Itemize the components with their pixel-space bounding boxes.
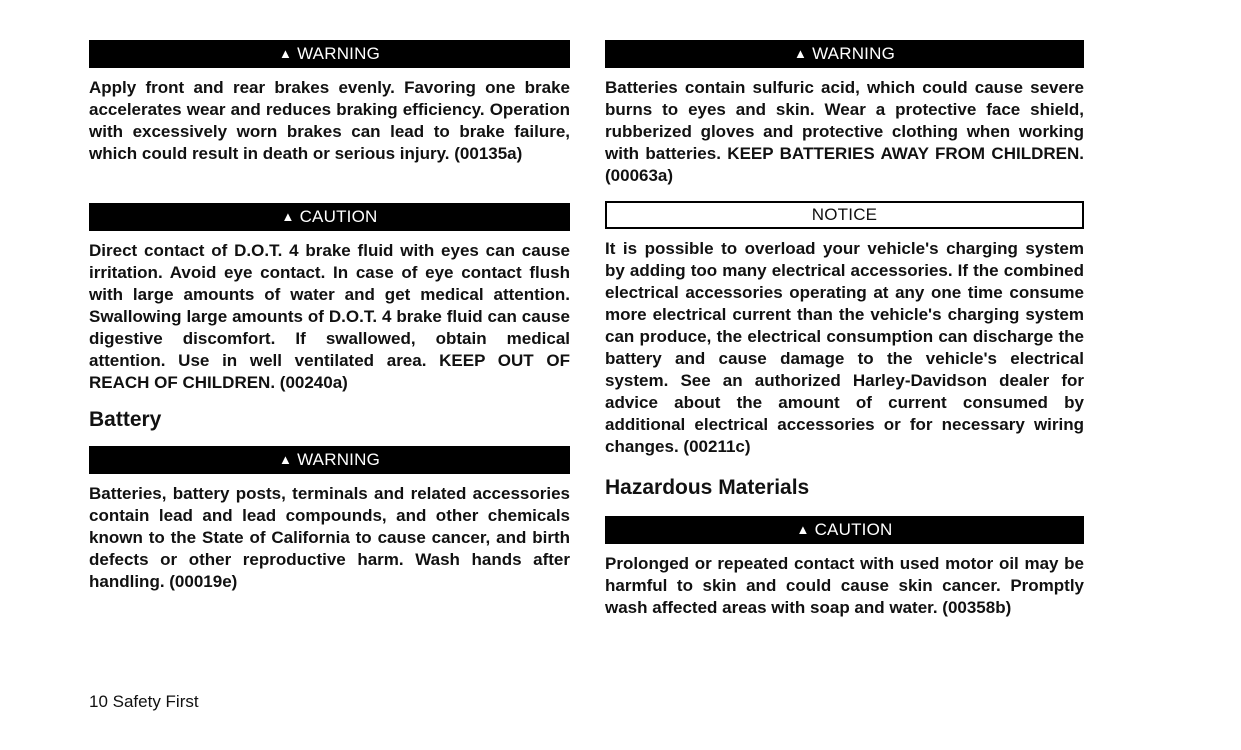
banner-label: NOTICE xyxy=(811,205,878,224)
warning-banner xyxy=(605,40,1084,68)
warning-banner xyxy=(89,446,570,474)
warning-banner xyxy=(89,40,570,68)
warning-triangle-icon: ▲ xyxy=(281,209,295,224)
page-footer: 10 Safety First xyxy=(89,692,199,711)
warning-triangle-icon: ▲ xyxy=(278,452,293,467)
banner-label: CAUTION xyxy=(814,520,893,539)
banner-label: WARNING xyxy=(297,44,380,63)
notice-banner xyxy=(605,201,1084,229)
brake-fluid-caution-text: Direct contact of D.O.T. 4 brake fluid with eyes can cause irritation. Avoid eye contact. In case of eye contact flush with large amounts of water and get medical attention. Swallowing large amounts of D.O.T. 4 brake fluid can cause digestive discomfort. If swallowed, obtain medical attention. Use in well ventilated area. KEEP OUT OF REACH OF CHILDREN. (00240a) xyxy=(89,241,570,392)
charging-system-notice-text: It is possible to overload your vehicle's charging system by adding too many electrical accessories. If the combined electrical accessories operating at any one time consume more electrical current than the vehicle's charging system can produce, the electrical consumption can discharge the battery and cause damage to the vehicle's electrical system. See an authorized Harley-Davidson dealer for advice about the amount of current consumed by additional electrical accessories or for necessary wiring changes. (00211c) xyxy=(605,239,1084,456)
caution-banner xyxy=(605,516,1084,544)
banner-label: WARNING xyxy=(812,44,895,63)
left-column xyxy=(89,40,570,593)
brake-warning-text: Apply front and rear brakes evenly. Favoring one brake accelerates wear and reduces braking efficiency. Operation with excessively worn brakes can lead to brake failure, which could result in death or serious injury. (00135a) xyxy=(89,78,570,163)
right-column xyxy=(605,40,1084,619)
section-heading-hazardous-materials: Hazardous Materials xyxy=(605,476,810,499)
warning-triangle-icon: ▲ xyxy=(793,46,808,61)
caution-banner xyxy=(89,203,570,231)
banner-label: CAUTION xyxy=(299,207,378,226)
motor-oil-caution-text: Prolonged or repeated contact with used motor oil may be harmful to skin and could cause skin cancer. Promptly wash affected areas with soap and water. (00358b) xyxy=(605,554,1084,617)
battery-lead-warning-text: Batteries, battery posts, terminals and related accessories contain lead and lead compounds, and other chemicals known to the State of California to cause cancer, and birth defects or other reproductive harm. Wash hands after handling. (00019e) xyxy=(89,484,570,591)
banner-label: WARNING xyxy=(297,450,380,469)
battery-acid-warning-text: Batteries contain sulfuric acid, which could cause severe burns to eyes and skin. Wear a protective face shield, rubberized gloves and protective clothing when working with batteries. KEEP BATTERIES AWAY FROM CHILDREN. (00063a) xyxy=(605,78,1084,185)
warning-triangle-icon: ▲ xyxy=(278,46,293,61)
section-heading-battery: Battery xyxy=(89,408,162,431)
warning-triangle-icon: ▲ xyxy=(796,522,810,537)
